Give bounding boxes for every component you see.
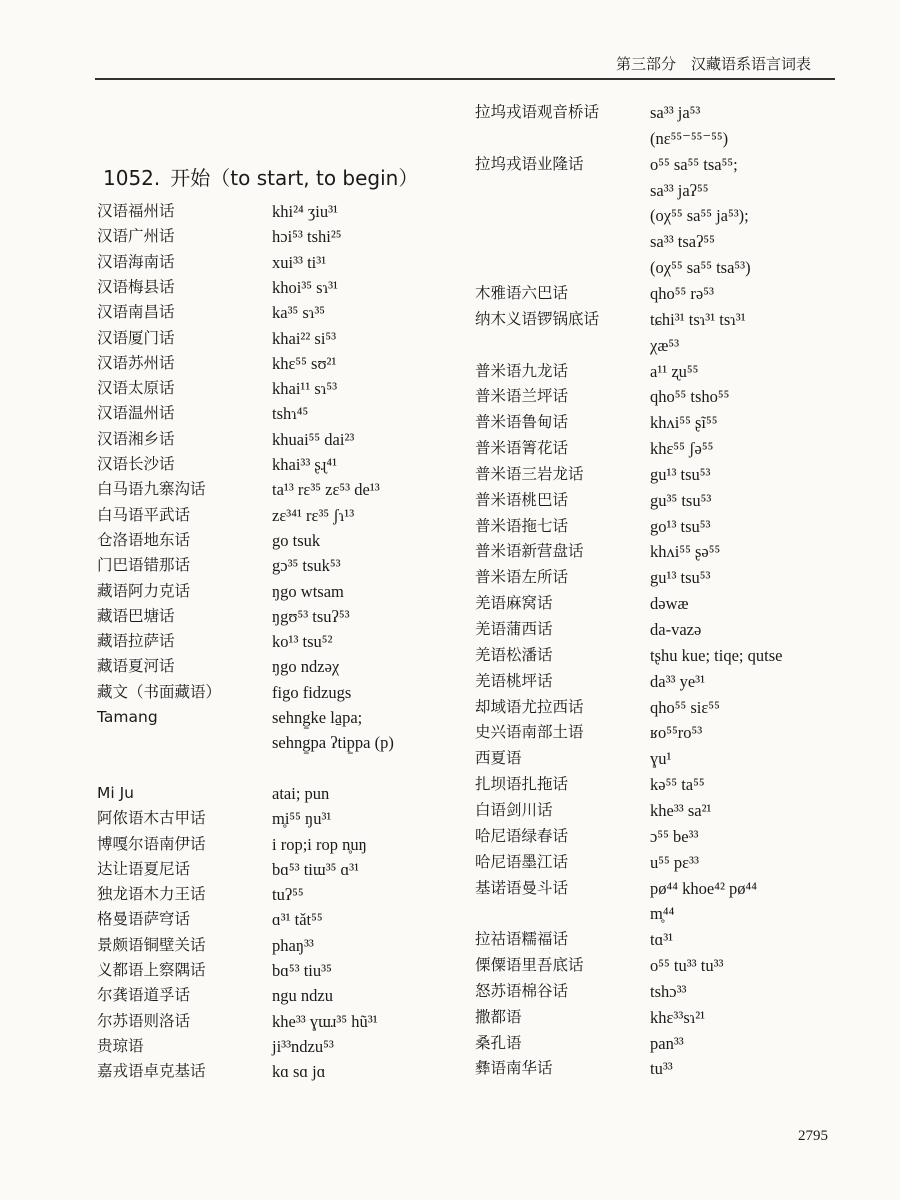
word-form: tɑ³¹ — [650, 930, 674, 950]
language-name: 景颇语铜壁关话 — [97, 935, 206, 954]
word-form: i rop;i rop n̥uŋ — [272, 834, 367, 854]
word-form: ʁo⁵⁵ro⁵³ — [650, 723, 703, 743]
word-form: khi²⁴ ʒiu³¹ — [272, 202, 338, 221]
word-form: khai²² si⁵³ — [272, 328, 337, 348]
word-form: pan³³ — [650, 1033, 684, 1053]
language-name: Tamang — [97, 708, 158, 726]
language-name: 阿侬语木古甲话 — [97, 809, 206, 828]
language-name: 汉语梅县话 — [97, 277, 175, 296]
word-form: khai³³ ʂɻ⁴¹ — [272, 455, 338, 474]
language-name: 纳木义语锣锅底话 — [475, 309, 600, 328]
language-name: 尔苏语则洛话 — [97, 1011, 191, 1030]
word-form: sehng̱pa ʔtip̱pa (p) — [272, 733, 394, 753]
language-name: 拉坞戎语观音桥话 — [475, 103, 600, 121]
word-form: o⁵⁵ tu³³ tu³³ — [650, 956, 724, 976]
language-name: 汉语海南话 — [97, 252, 175, 271]
header-rule — [95, 78, 835, 80]
language-name: 基诺语曼斗话 — [475, 878, 569, 897]
word-form: hɔi⁵³ tshi²⁵ — [272, 227, 342, 247]
word-form: tuʔ⁵⁵ — [272, 885, 304, 905]
word-form: qho⁵⁵ tsho⁵⁵ — [650, 387, 730, 407]
word-form: da-vazə — [650, 620, 702, 639]
language-name: 尔龚语道孚话 — [97, 986, 191, 1005]
word-form: khɛ³³sɿ²¹ — [650, 1007, 706, 1027]
language-name: 贵琼语 — [97, 1036, 144, 1055]
language-name: 汉语太原话 — [97, 379, 175, 398]
word-form: tshɿ⁴⁵ — [272, 404, 309, 424]
word-form: khoi³⁵ sɿ³¹ — [272, 277, 338, 297]
word-form: sa³³ ja⁵³ — [650, 103, 701, 122]
language-name: 羌语松潘话 — [475, 645, 553, 664]
entry-gloss: 开始（to start, to begin） — [170, 166, 419, 190]
language-name: 汉语福州话 — [97, 202, 175, 220]
language-name: 扎坝语扎拖话 — [475, 775, 569, 794]
word-form: khɛ⁵⁵ ʃə⁵⁵ — [650, 439, 714, 459]
language-name: 汉语厦门话 — [97, 328, 175, 347]
language-name: 普米语新营盘话 — [475, 542, 584, 561]
language-name: 白语剑川话 — [475, 800, 553, 819]
word-form: (oχ⁵⁵ sa⁵⁵ tsa⁵³) — [650, 258, 751, 278]
language-name: 汉语温州话 — [97, 404, 175, 423]
word-form: χæ⁵³ — [650, 335, 680, 355]
language-name: 羌语麻窝话 — [475, 594, 553, 613]
language-name: 西夏语 — [475, 749, 522, 768]
word-form: m̥⁴⁴ — [650, 904, 675, 924]
word-form: tu³³ — [650, 1059, 673, 1079]
word-form: figo fidzugs — [272, 682, 352, 702]
language-name: 木雅语六巴话 — [475, 283, 569, 302]
word-form: ɔ⁵⁵ be³³ — [650, 826, 699, 846]
word-form: xui³³ ti³¹ — [272, 252, 327, 272]
word-form: zɛ³⁴¹ rɛ³⁵ ʃɿ¹³ — [272, 505, 355, 525]
language-name: 普米语鲁甸话 — [475, 413, 569, 432]
word-form: ɣu¹ — [650, 749, 672, 769]
word-form: khe³³ ɣɯɹ³⁵ hũ³¹ — [272, 1011, 378, 1031]
word-form: ŋgo wtsam — [272, 581, 344, 601]
language-name: 撒都语 — [475, 1007, 522, 1026]
language-name: 普米语左所话 — [475, 568, 569, 587]
language-name: 嘉戎语卓克基话 — [97, 1062, 206, 1081]
language-name: 羌语桃坪话 — [475, 671, 553, 690]
language-name: 藏语阿力克话 — [97, 581, 191, 600]
word-form: ngu ndzu — [272, 986, 333, 1006]
word-form: u⁵⁵ pɛ³³ — [650, 852, 699, 872]
language-name: 羌语蒲西话 — [475, 620, 553, 638]
language-name: 普米语三岩龙话 — [475, 464, 584, 483]
word-form: khɛ⁵⁵ sʊ²¹ — [272, 353, 337, 373]
language-name: 白马语平武话 — [97, 505, 191, 524]
word-form: khe³³ sa²¹ — [650, 800, 712, 820]
language-name: 却域语尤拉西话 — [475, 697, 584, 716]
word-form: phaŋ³³ — [272, 935, 314, 955]
language-name: 普米语拖七话 — [475, 516, 569, 535]
word-form: tɕhi³¹ tsɿ³¹ tsɿ³¹ — [650, 309, 746, 329]
language-name: 汉语苏州话 — [97, 353, 175, 372]
word-form: ka³⁵ sɿ³⁵ — [272, 303, 326, 323]
language-name: 仓洛语地东话 — [97, 530, 191, 549]
word-form: bɑ⁵³ tiɯ³⁵ ɑ³¹ — [272, 859, 360, 879]
word-form: gu³⁵ tsu⁵³ — [650, 490, 712, 510]
word-form: go tsuk — [272, 530, 321, 550]
word-form: pø⁴⁴ khoe⁴² pø⁴⁴ — [650, 878, 758, 898]
word-form: sa³³ jaʔ⁵⁵ — [650, 180, 709, 200]
language-name: 彝语南华话 — [475, 1059, 553, 1078]
word-form: khʌi⁵⁵ ʂĩ⁵⁵ — [650, 413, 718, 433]
word-form: khuai⁵⁵ dai²³ — [272, 429, 355, 449]
language-name: 哈尼语绿春话 — [475, 826, 569, 845]
word-form: ŋgo ndzəχ — [272, 657, 340, 677]
word-form: gɔ³⁵ tsuk⁵³ — [272, 556, 341, 576]
word-form: qho⁵⁵ siɛ⁵⁵ — [650, 697, 720, 717]
page-number: 2795 — [798, 1128, 828, 1144]
word-form: bɑ⁵³ tiu³⁵ — [272, 961, 332, 980]
word-form: ko¹³ tsu⁵² — [272, 632, 333, 652]
language-name: 哈尼语墨江话 — [475, 852, 569, 871]
language-name: 拉坞戎语业隆话 — [475, 154, 584, 173]
word-form: khʌi⁵⁵ ʂə⁵⁵ — [650, 542, 721, 562]
entry-number: 1052. — [103, 166, 161, 190]
language-name: 藏语拉萨话 — [97, 632, 175, 651]
word-form: ɑ³¹ tǎt⁵⁵ — [272, 910, 323, 930]
word-form: (oχ⁵⁵ sa⁵⁵ ja⁵³); — [650, 206, 749, 226]
language-name: 桑孔语 — [475, 1033, 522, 1052]
word-form: ji³³ndzu⁵³ — [272, 1036, 334, 1056]
language-name: 普米语九龙话 — [475, 361, 569, 380]
word-form: dəwæ — [650, 594, 689, 614]
word-form: ŋgʊ⁵³ tsuʔ⁵³ — [272, 606, 350, 626]
word-form: go¹³ tsu⁵³ — [650, 516, 711, 536]
word-form: kɑ sɑ jɑ — [272, 1062, 326, 1082]
language-name: 汉语长沙话 — [97, 455, 175, 473]
language-name: 傈僳语里吾底话 — [475, 956, 584, 975]
language-name: 门巴语错那话 — [97, 556, 191, 575]
language-name: 普米语箐花话 — [475, 439, 569, 458]
word-form: sehng̱ke la̱pa; — [272, 708, 363, 727]
word-form: tʂhu kue; tiqe; qutse — [650, 645, 783, 665]
word-form: gu¹³ tsu⁵³ — [650, 464, 711, 484]
language-name: 格曼语萨穹话 — [97, 910, 191, 929]
language-name: 史兴语南部土语 — [475, 723, 584, 742]
language-name: 普米语兰坪话 — [475, 387, 569, 406]
word-form: da³³ ye³¹ — [650, 671, 706, 691]
word-form: gu¹³ tsu⁵³ — [650, 568, 711, 588]
word-form: qho⁵⁵ rə⁵³ — [650, 283, 714, 303]
language-name: 汉语广州话 — [97, 227, 175, 246]
word-form: o⁵⁵ sa⁵⁵ tsa⁵⁵; — [650, 154, 738, 174]
language-name: 拉祜语糯福话 — [475, 930, 569, 949]
running-head: 第三部分 汉藏语系语言词表 — [616, 55, 812, 73]
language-name: 独龙语木力王话 — [97, 885, 206, 904]
word-form: sa³³ tsaʔ⁵⁵ — [650, 232, 715, 252]
language-name: 达让语夏尼话 — [97, 859, 191, 878]
word-form: (nɛ⁵⁵⁻⁵⁵⁻⁵⁵) — [650, 128, 729, 148]
word-form: atai; pun — [272, 783, 330, 803]
language-name: 藏文（书面藏语） — [97, 682, 222, 701]
entry-title — [103, 162, 418, 191]
word-form: kə⁵⁵ ta⁵⁵ — [650, 775, 705, 795]
word-form: khai¹¹ sɿ⁵³ — [272, 379, 338, 399]
language-name: 义都语上察隅话 — [97, 961, 206, 979]
language-name: 普米语桃巴话 — [475, 490, 569, 509]
language-name: 怒苏语棉谷话 — [475, 981, 569, 1000]
word-form: m̥i⁵⁵ ŋu³¹ — [272, 809, 332, 829]
language-name: 汉语南昌话 — [97, 303, 175, 322]
language-name: 白马语九寨沟话 — [97, 480, 206, 499]
word-form: tshɔ³³ — [650, 981, 687, 1001]
word-form: a¹¹ ʐu⁵⁵ — [650, 361, 699, 381]
language-name: Mi Ju — [97, 783, 135, 802]
word-form: ta¹³ rɛ³⁵ zɛ⁵³ de¹³ — [272, 480, 380, 500]
language-name: 博嘎尔语南伊话 — [97, 834, 206, 853]
language-name: 藏语夏河话 — [97, 657, 175, 676]
language-name: 汉语湘乡话 — [97, 429, 175, 448]
language-name: 藏语巴塘话 — [97, 606, 175, 625]
